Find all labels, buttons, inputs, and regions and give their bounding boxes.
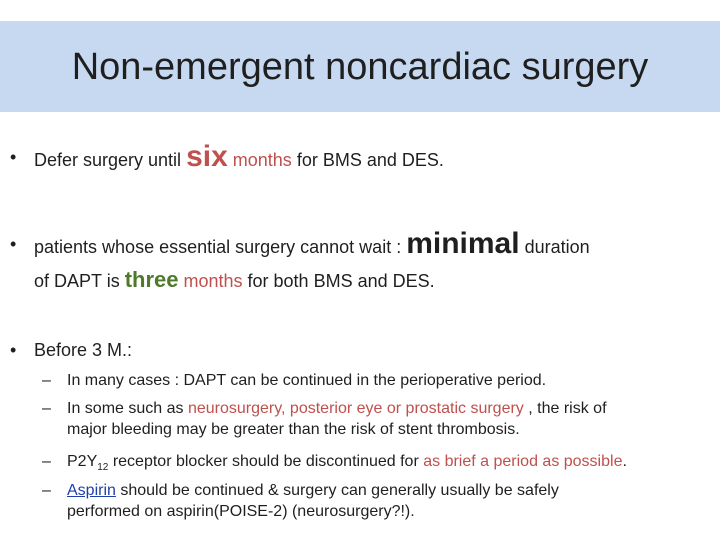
text-aspirin-continued: should be continued & surgery can generally usually be safely xyxy=(115,482,559,499)
text-surgery-types: neurosurgery, posterior eye or prostatic surgery xyxy=(187,400,524,417)
emphasis-minimal: minimal xyxy=(406,227,520,260)
bullet-text-line1 xyxy=(34,227,590,260)
text-p2y: P2Y xyxy=(67,453,98,470)
bullet-dot: • xyxy=(10,147,17,167)
slide-title: Non-emergent noncardiac surgery xyxy=(71,46,649,88)
dash-marker: – xyxy=(42,400,51,417)
dash-marker: – xyxy=(42,482,51,499)
bullet-dot: • xyxy=(10,234,17,254)
text-bms-des: for BMS and DES. xyxy=(291,150,444,170)
text-in-some: In some such as xyxy=(67,400,188,417)
emphasis-six: six xyxy=(186,140,228,173)
dash-marker: – xyxy=(42,453,51,470)
text-receptor-blocker: receptor blocker should be discontinued for xyxy=(108,453,424,470)
text-risk-of: , the risk of xyxy=(523,400,607,417)
sub-text xyxy=(67,398,707,440)
text-period-end: . xyxy=(622,453,627,470)
text-poise2: performed on aspirin(POISE-2) (neurosurgery?!). xyxy=(67,503,415,520)
bullet-text: Before 3 M.: xyxy=(34,340,133,360)
text-months: months xyxy=(178,271,243,291)
bullet-text xyxy=(34,140,444,173)
aspirin-link[interactable]: Aspirin xyxy=(67,482,116,499)
bullet-text-line2 xyxy=(34,268,435,293)
text-of-dapt: of DAPT is xyxy=(34,271,125,291)
text-both: for both BMS and DES. xyxy=(242,271,435,291)
text-months: months xyxy=(227,150,292,170)
sub-text xyxy=(67,451,707,472)
sub-text xyxy=(67,480,707,522)
bullet-dot: • xyxy=(10,340,17,360)
text-major-bleeding: major bleeding may be greater than the risk of stent thrombosis. xyxy=(67,421,520,438)
text-subscript-12: 12 xyxy=(97,462,109,474)
emphasis-three: three xyxy=(124,267,179,292)
text-patients: patients whose essential surgery cannot wait : xyxy=(34,237,407,257)
dash-marker: – xyxy=(42,372,51,389)
text-brief-period: as brief a period as possible xyxy=(423,453,623,470)
text-defer: Defer surgery until xyxy=(34,150,187,170)
sub-text: In many cases : DAPT can be continued in the perioperative period. xyxy=(67,372,547,389)
text-duration: duration xyxy=(519,237,590,257)
